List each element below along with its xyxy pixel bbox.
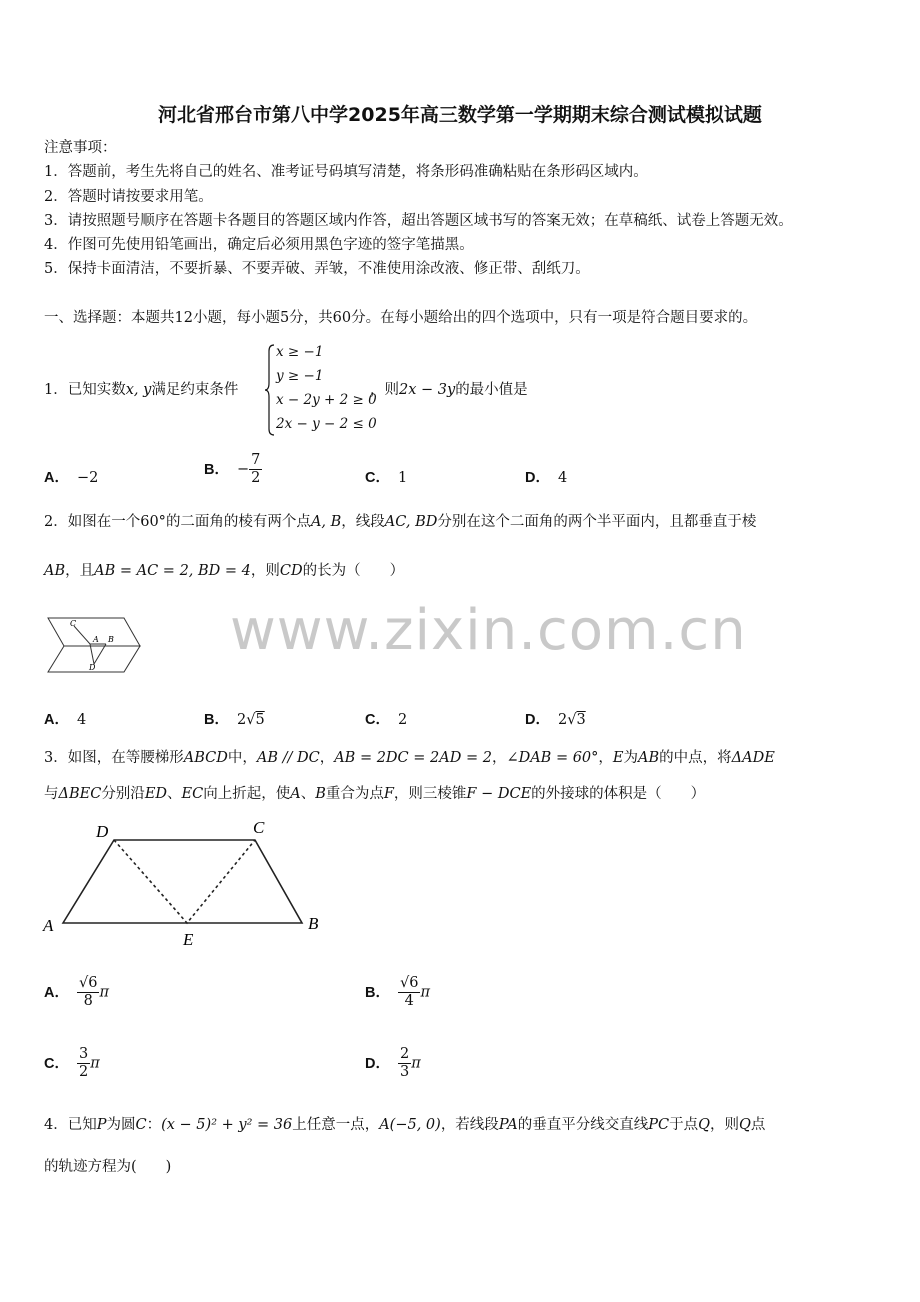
dihedral-figure bbox=[44, 612, 144, 674]
constraint: y ≥ −1 bbox=[276, 368, 324, 384]
question-3-stem-2: 与ΔBEC分别沿ED、EC向上折起，使A、B重合为点F，则三棱锥F − DCE的外接球的体积是（ ） bbox=[44, 786, 706, 802]
option-c[interactable]: C． 2 bbox=[365, 712, 408, 728]
constraint: x − 2y + 2 ≥ 0 bbox=[276, 392, 377, 408]
label-c: C bbox=[253, 818, 265, 837]
question-2-stem: 2．如图在一个60°的二面角的棱有两个点A, B，线段AC, BD分别在这个二面角的两个半平面内，且都垂直于棱 bbox=[44, 514, 757, 530]
watermark: www.zixin.com.cn bbox=[230, 598, 747, 663]
notice-item: 1．答题前，考生先将自己的姓名、准考证号码填写清楚，将条形码准确粘贴在条形码区域内。 bbox=[44, 164, 648, 180]
notice-item: 4．作图可先使用铅笔画出，确定后必须用黑色字迹的签字笔描黑。 bbox=[44, 237, 474, 253]
option-b[interactable]: B． 2√5 bbox=[204, 712, 265, 728]
notice-heading: 注意事项： bbox=[44, 140, 117, 156]
option-c[interactable]: C． $\frac{3}{2}$ π bbox=[44, 1046, 100, 1080]
section-heading: 一、选择题：本题共12小题，每小题5分，共60分。在每小题给出的四个选项中，只有一项是符合题目要求的。 bbox=[44, 310, 758, 326]
label-c: C bbox=[70, 619, 77, 628]
option-a[interactable]: A． $\frac{√6}{8}$ π bbox=[44, 975, 109, 1009]
constraint: x ≥ −1 bbox=[276, 344, 324, 360]
option-c[interactable]: C． 1 bbox=[365, 470, 408, 486]
trapezoid-figure bbox=[40, 815, 330, 950]
option-b[interactable]: B． − $\frac{7}{2}$ bbox=[204, 452, 261, 486]
question-1-stem: 1．已知实数x, y满足约束条件 bbox=[44, 382, 239, 398]
label-d: D bbox=[89, 663, 96, 672]
label-d: D bbox=[96, 822, 109, 841]
notice-item: 5．保持卡面清洁，不要折暴、不要弄破、弄皱，不准使用涂改液、修正带、刮纸刀。 bbox=[44, 261, 590, 277]
label-b: B bbox=[308, 914, 319, 933]
question-1-stem-end: ，则2x − 3y的最小值是 bbox=[370, 382, 528, 398]
notice-item: 3．请按照题号顺序在答题卡各题目的答题区域内作答，超出答题区域书写的答案无效；在草稿纸、试卷上答题无效。 bbox=[44, 213, 793, 229]
question-4-stem: 4．已知P为圆C：(x − 5)² + y² = 36上任意一点，A(−5, 0)，若线段PA的垂直平分线交直线PC于点Q，则Q点 bbox=[44, 1117, 766, 1133]
option-a[interactable]: A． −2 bbox=[44, 470, 99, 486]
label-b: B bbox=[108, 635, 114, 644]
page-title: 河北省邢台市第八中学2025年高三数学第一学期期末综合测试模拟试题 bbox=[158, 104, 762, 126]
question-3-stem: 3．如图，在等腰梯形ABCD中，AB // DC，AB = 2DC = 2AD = 2，∠DAB = 60°，E为AB的中点，将ΔADE bbox=[44, 750, 775, 766]
label-e: E bbox=[183, 930, 194, 949]
option-b[interactable]: B． $\frac{√6}{4}$ π bbox=[365, 975, 430, 1009]
question-2-stem-2: AB，且AB = AC = 2, BD = 4，则CD的长为（ ） bbox=[44, 563, 405, 579]
label-a: A bbox=[93, 635, 99, 644]
option-d[interactable]: D． $\frac{2}{3}$ π bbox=[365, 1046, 421, 1080]
label-a: A bbox=[43, 916, 54, 935]
question-4-stem-2: 的轨迹方程为( ) bbox=[44, 1159, 172, 1175]
option-a[interactable]: A． 4 bbox=[44, 712, 87, 728]
constraint: 2x − y − 2 ≤ 0 bbox=[276, 416, 377, 432]
option-d[interactable]: D． 2√3 bbox=[525, 712, 586, 728]
notice-item: 2．答题时请按要求用笔。 bbox=[44, 189, 213, 205]
option-d[interactable]: D． 4 bbox=[525, 470, 568, 486]
brace-icon bbox=[264, 343, 276, 437]
